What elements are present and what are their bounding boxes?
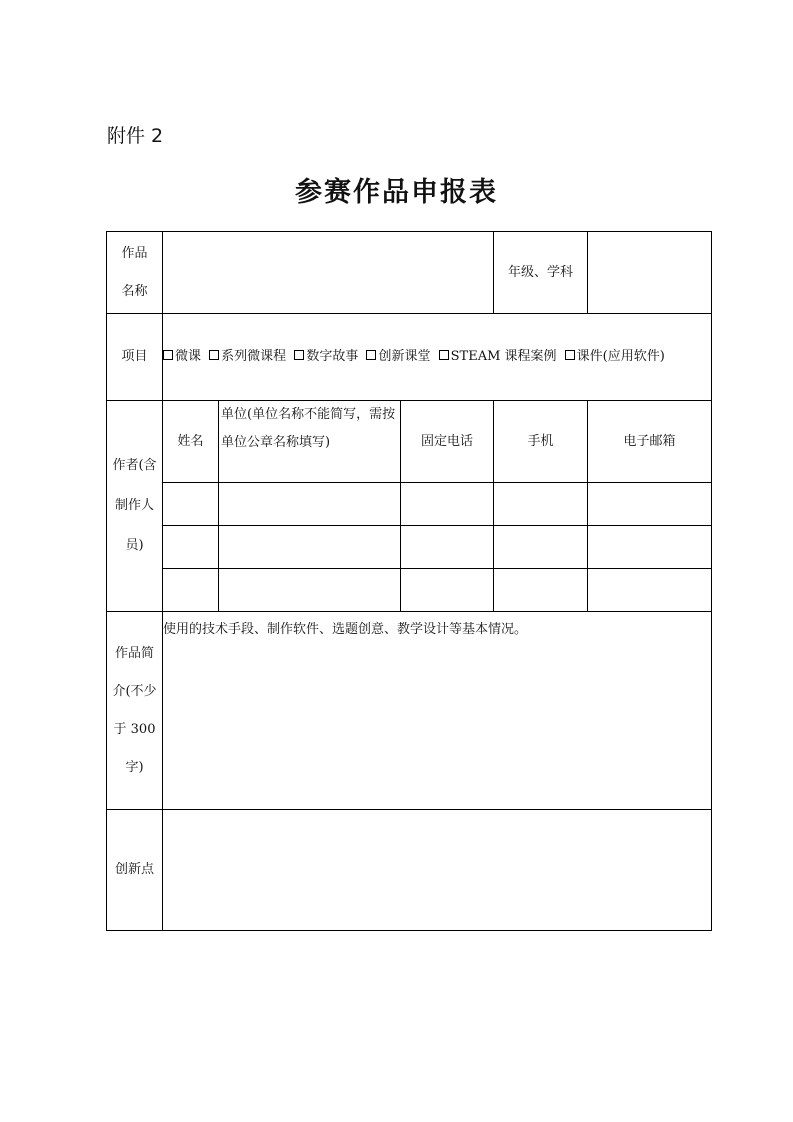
author-unit-cell[interactable] (219, 526, 401, 569)
project-option-micro-lesson[interactable]: 微课 (163, 349, 201, 364)
author-mobile-cell[interactable] (494, 526, 588, 569)
author-col-name: 姓名 (163, 401, 219, 483)
form-title: 参赛作品申报表 (295, 177, 498, 208)
author-col-landline: 固定电话 (401, 401, 494, 483)
author-email-cell[interactable] (588, 526, 712, 569)
checkbox-icon[interactable] (294, 350, 304, 360)
author-mobile-cell[interactable] (494, 483, 588, 526)
attachment-label: 附件 2 (107, 125, 164, 147)
project-option-innovative-classroom[interactable]: 创新课堂 (366, 349, 430, 364)
grade-subject-label: 年级、学科 (494, 232, 588, 314)
row-project (107, 314, 712, 401)
author-landline-cell[interactable] (401, 569, 494, 612)
introduction-field[interactable]: 使用的技术手段、制作软件、选题创意、教学设计等基本情况。 (163, 612, 712, 810)
author-name-cell[interactable] (163, 526, 219, 569)
author-unit-cell[interactable] (219, 569, 401, 612)
checkbox-icon[interactable] (209, 350, 219, 360)
project-label: 项目 (107, 314, 163, 401)
project-option-digital-story[interactable]: 数字故事 (294, 349, 358, 364)
work-name-label: 作品名称 (107, 232, 163, 314)
author-name-cell[interactable] (163, 483, 219, 526)
introduction-label: 作品简介(不少于 300 字) (107, 612, 163, 810)
project-option-steam-case[interactable]: STEAM 课程案例 (439, 349, 557, 364)
innovation-label: 创新点 (107, 810, 163, 931)
author-landline-cell[interactable] (401, 483, 494, 526)
checkbox-icon[interactable] (565, 350, 575, 360)
author-col-mobile: 手机 (494, 401, 588, 483)
author-label: 作者(含制作人员) (107, 401, 163, 612)
project-option-courseware[interactable]: 课件(应用软件) (565, 349, 665, 364)
author-row (107, 483, 712, 526)
application-form-table (106, 231, 712, 931)
project-options (163, 314, 712, 401)
author-email-cell[interactable] (588, 569, 712, 612)
author-mobile-cell[interactable] (494, 569, 588, 612)
author-landline-cell[interactable] (401, 526, 494, 569)
innovation-field[interactable] (163, 810, 712, 931)
author-row (107, 569, 712, 612)
author-col-unit: 单位(单位名称不能简写，需按单位公章名称填写) (219, 401, 401, 483)
work-name-field[interactable] (163, 232, 494, 314)
row-introduction (107, 612, 712, 810)
row-innovation (107, 810, 712, 931)
checkbox-icon[interactable] (163, 350, 173, 360)
author-email-cell[interactable] (588, 483, 712, 526)
author-row (107, 526, 712, 569)
checkbox-icon[interactable] (439, 350, 449, 360)
checkbox-icon[interactable] (366, 350, 376, 360)
author-col-email: 电子邮箱 (588, 401, 712, 483)
author-unit-cell[interactable] (219, 483, 401, 526)
grade-subject-field[interactable] (588, 232, 712, 314)
row-work-name (107, 232, 712, 314)
project-option-series-micro-course[interactable]: 系列微课程 (209, 349, 286, 364)
row-author-header (107, 401, 712, 483)
author-name-cell[interactable] (163, 569, 219, 612)
